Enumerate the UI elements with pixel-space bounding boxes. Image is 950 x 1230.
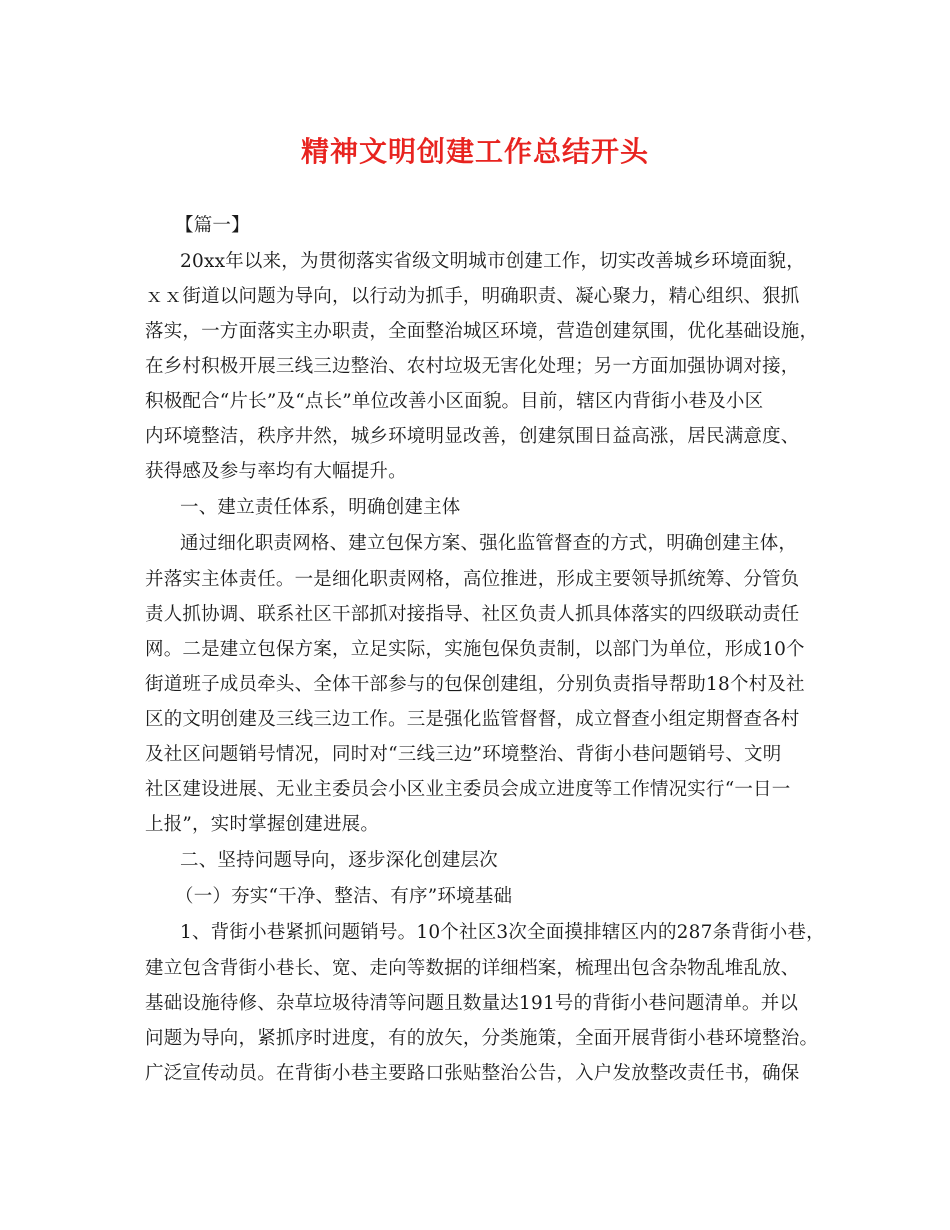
- subsection-heading: （一）夯实“干净、整洁、有序”环境基础: [175, 886, 513, 907]
- paragraph-line: 积极配合“片长”及“点长”单位改善小区面貌。目前，辖区内背街小巷及小区: [145, 391, 764, 412]
- paragraph-line: 通过细化职责网格、建立包保方案、强化监管督查的方式，明确创建主体，: [180, 533, 798, 554]
- paragraph-line: 网。二是建立包保方案，立足实际，实施包保负责制，以部门为单位，形成10个: [145, 639, 805, 660]
- paragraph-line: 社区建设进展、无业主委员会小区业主委员会成立进度等工作情况实行“一日一: [145, 779, 791, 800]
- paragraph-line: ｘｘ街道以问题为导向，以行动为抓手，明确职责、凝心聚力，精心组织、狠抓: [145, 286, 800, 307]
- section-label: 【篇一】: [175, 215, 250, 236]
- paragraph-line: 并落实主体责任。一是细化职责网格，高位推进，形成主要领导抓统筹、分管负: [145, 569, 800, 590]
- section-heading: 二、坚持问题导向，逐步深化创建层次: [180, 850, 498, 871]
- paragraph-line: 基础设施待修、杂草垃圾待清等问题且数量达191号的背街小巷问题清单。并以: [145, 993, 799, 1014]
- paragraph-line: 落实，一方面落实主办职责，全面整治城区环境，营造创建氛围，优化基础设施，: [145, 321, 819, 342]
- paragraph-line: 区的文明创建及三线三边工作。三是强化监管督督，成立督查小组定期督查各村: [145, 709, 800, 730]
- paragraph-line: 问题为导向，紧抓序时进度，有的放矢，分类施策，全面开展背街小巷环境整治。: [145, 1028, 819, 1049]
- paragraph-line: 在乡村积极开展三线三边整治、农村垃圾无害化处理；另一方面加强协调对接，: [145, 356, 800, 377]
- paragraph-line: 及社区问题销号情况，同时对“三线三边”环境整治、背街小巷问题销号、文明: [145, 744, 782, 765]
- paragraph-line: 建立包含背街小巷长、宽、走向等数据的详细档案，梳理出包含杂物乱堆乱放、: [145, 958, 800, 979]
- paragraph-line: 街道班子成员牵头、全体干部参与的包保创建组，分别负责指导帮助18个村及社: [145, 674, 805, 695]
- paragraph-line: 内环境整洁，秩序井然，城乡环境明显改善，创建氛围日益高涨，居民满意度、: [145, 426, 800, 447]
- paragraph-line: 广泛宣传动员。在背街小巷主要路口张贴整治公告，入户发放整改责任书，确保: [145, 1063, 800, 1084]
- paragraph-line: 上报”，实时掌握创建进展。: [145, 814, 380, 835]
- section-heading: 一、建立责任体系，明确创建主体: [180, 497, 461, 518]
- paragraph-line: 1、背街小巷紧抓问题销号。10个社区3次全面摸排辖区内的287条背街小巷，: [180, 922, 825, 943]
- paragraph-line: 获得感及参与率均有大幅提升。: [145, 461, 407, 482]
- paragraph-line: 20xx年以来，为贯彻落实省级文明城市创建工作，切实改善城乡环境面貌，: [180, 251, 805, 272]
- document-title: 精神文明创建工作总结开头: [300, 135, 649, 168]
- paragraph-line: 责人抓协调、联系社区干部抓对接指导、社区负责人抓具体落实的四级联动责任: [145, 604, 800, 625]
